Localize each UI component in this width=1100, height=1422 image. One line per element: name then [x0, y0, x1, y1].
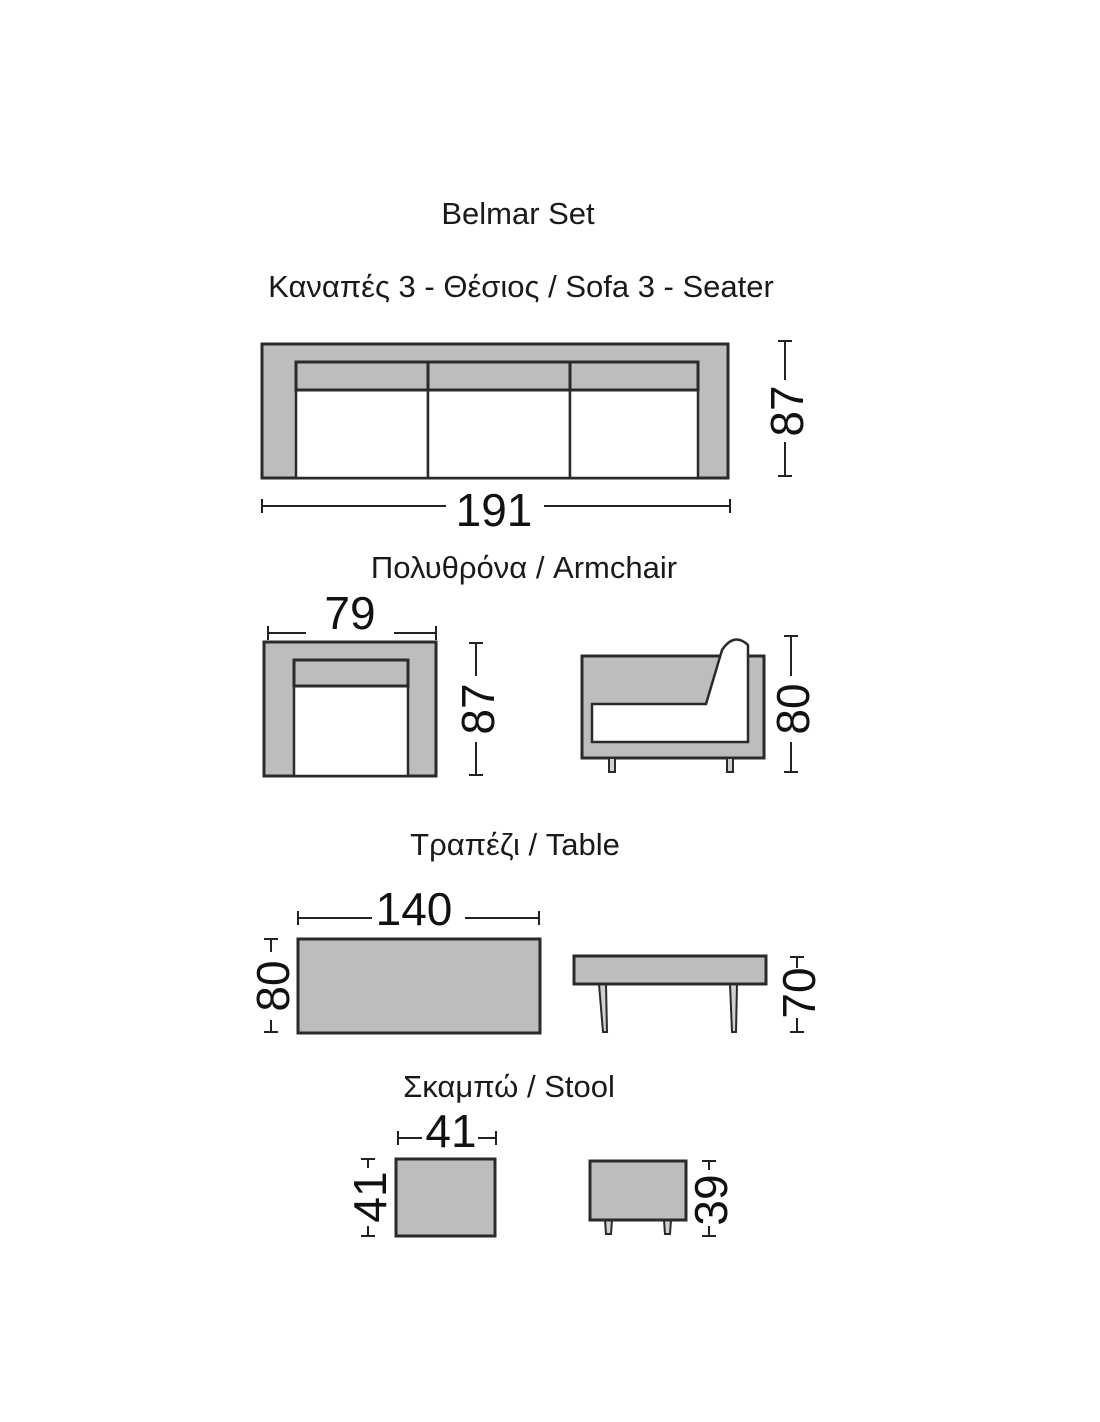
- set-title: Belmar Set: [441, 196, 595, 231]
- stool-depth-dimension: [344, 1159, 396, 1236]
- stool-width-dimension: [398, 1105, 496, 1157]
- stool-width-label: 41: [425, 1105, 477, 1157]
- sofa-label: Καναπές 3 - Θέσιος / Sofa 3 - Seater: [268, 269, 774, 304]
- armchair-side-view: [582, 640, 764, 772]
- stool-height-label: 39: [685, 1174, 737, 1226]
- sofa-height-dimension: [761, 341, 813, 476]
- table-side-view: [574, 956, 766, 1032]
- table-height-dimension: [773, 957, 825, 1032]
- sofa-width-label: 191: [455, 484, 533, 536]
- stool-depth-label: 41: [344, 1171, 396, 1223]
- table-depth-label: 80: [247, 960, 299, 1012]
- stool-top-view: [396, 1159, 495, 1236]
- armchair-side-height-dimension: [767, 636, 819, 772]
- armchair-width-label: 79: [324, 587, 376, 639]
- table-label: Τραπέζι / Table: [410, 827, 620, 862]
- stool-side-view: [590, 1161, 686, 1234]
- armchair-side-height-label: 80: [767, 683, 819, 735]
- armchair-width-dimension: [268, 587, 436, 640]
- sofa-width-dimension: [262, 484, 730, 536]
- table-width-label: 140: [375, 883, 453, 935]
- table-depth-dimension: [247, 939, 299, 1032]
- sofa-height-label: 87: [761, 385, 813, 437]
- table-height-label: 70: [773, 967, 825, 1019]
- sofa-top-view: [262, 344, 728, 478]
- armchair-label: Πολυθρόνα / Armchair: [370, 550, 678, 585]
- armchair-height-dimension: [452, 643, 504, 775]
- table-top-view: [298, 939, 540, 1033]
- stool-label: Σκαμπώ / Stool: [403, 1069, 615, 1104]
- armchair-front-view: [264, 642, 436, 776]
- table-width-dimension: [298, 883, 539, 935]
- stool-height-dimension: [685, 1161, 737, 1236]
- armchair-height-label: 87: [452, 683, 504, 735]
